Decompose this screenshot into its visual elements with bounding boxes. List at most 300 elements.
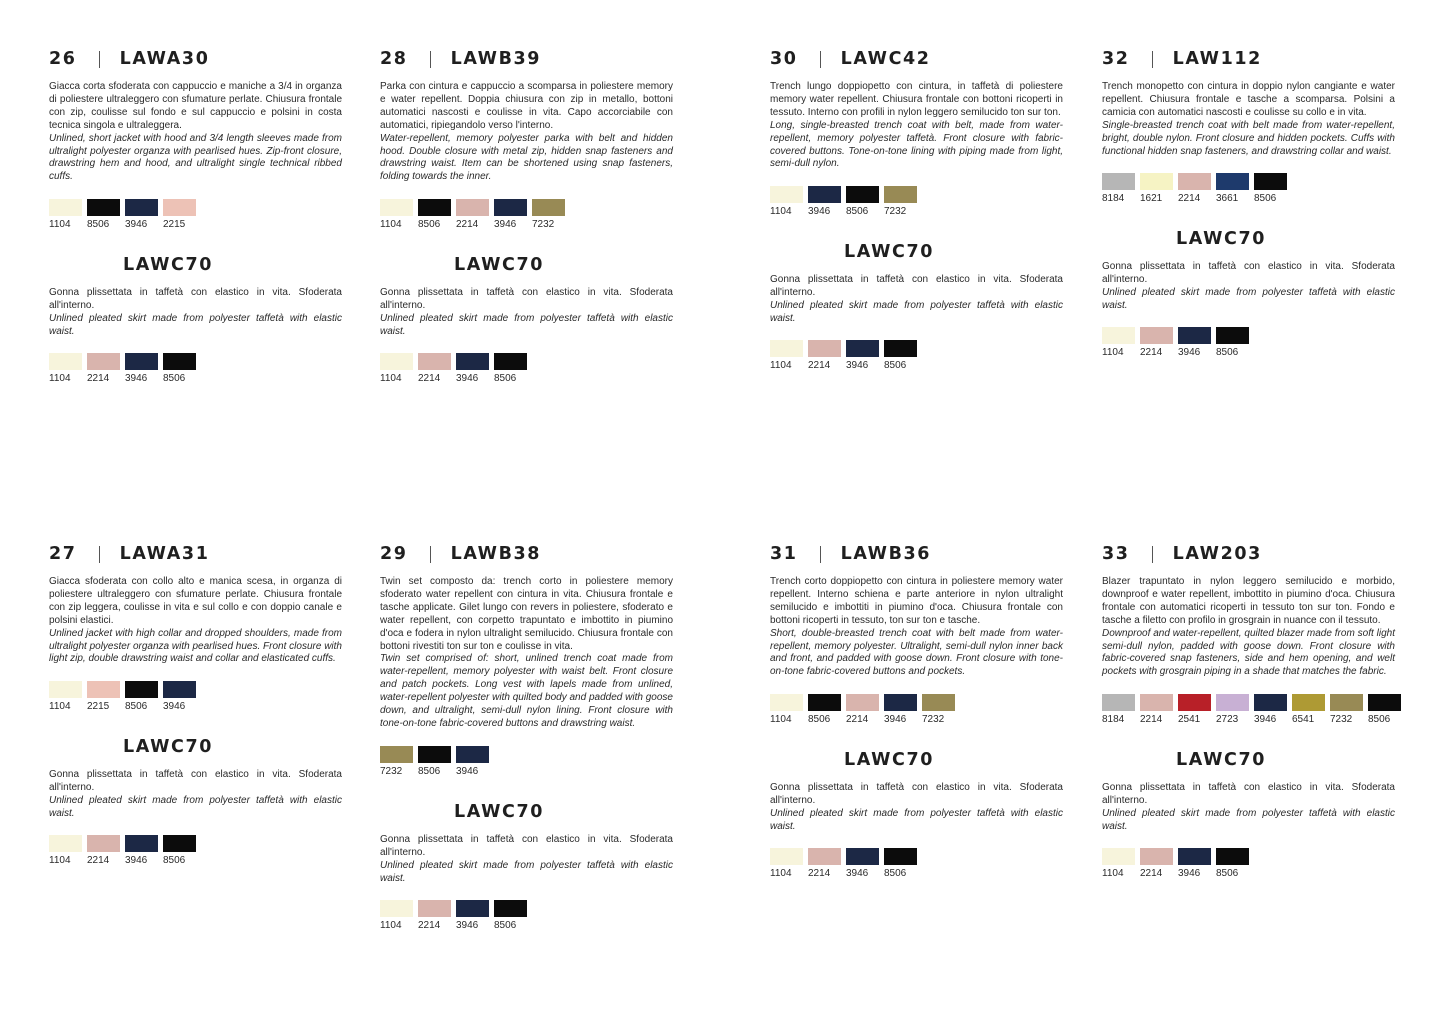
color-code: 7232 — [922, 714, 945, 726]
page-number: 30 — [770, 49, 798, 69]
swatch — [87, 353, 120, 385]
color-chip — [494, 900, 527, 917]
skirt-description-en: Unlined pleated skirt made from polyester taffetà with elastic waist. — [770, 300, 1063, 325]
color-code: 2214 — [456, 219, 479, 231]
color-chip — [808, 694, 841, 711]
swatch — [1178, 173, 1211, 205]
swatch — [770, 694, 803, 726]
color-chip — [87, 835, 120, 852]
swatch — [1216, 848, 1249, 880]
skirt-color-swatches — [49, 353, 342, 385]
color-chip — [884, 848, 917, 865]
color-chip — [1178, 173, 1211, 190]
color-chip — [1140, 173, 1173, 190]
swatch — [125, 681, 158, 713]
page-number: 32 — [1102, 49, 1130, 69]
skirt-color-swatches — [1102, 327, 1395, 359]
skirt-code: LAWC70 — [844, 242, 935, 263]
color-code: 1104 — [1102, 867, 1124, 879]
color-code: 2214 — [846, 714, 869, 726]
color-code: 2214 — [1140, 867, 1163, 879]
color-chip — [125, 681, 158, 698]
color-code: 1104 — [49, 219, 71, 231]
divider — [1152, 51, 1153, 68]
product-header — [380, 47, 673, 71]
skirt-description-it: Gonna plissettata in taffetà con elastico in vita. Sfoderata all'interno. — [1102, 782, 1395, 807]
description-it: Parka con cintura e cappuccio a scomparsa in poliestere memory e water repellent. Doppia chiusura con zip in metallo, bottoni automatici nascosti e coulisse in vita. Capo accorciabile con automatici, ripiegandolo verso l'interno. — [380, 81, 673, 131]
color-chip — [49, 199, 82, 216]
color-chip — [1254, 173, 1287, 190]
swatch — [418, 900, 451, 932]
skirt-description-en: Unlined pleated skirt made from polyester taffetà with elastic waist. — [770, 808, 1063, 832]
color-chip — [494, 199, 527, 216]
color-code: 3946 — [1254, 714, 1277, 726]
color-chip — [884, 694, 917, 711]
product-header — [49, 542, 342, 566]
color-chip — [846, 848, 879, 865]
color-chip — [884, 340, 917, 357]
swatch — [163, 353, 196, 385]
color-code: 8506 — [1216, 867, 1239, 879]
color-code: 1104 — [770, 206, 792, 218]
description-en: Short, double-breasted trench coat with belt made from water-repellent, memory polyester. Ultralight, semi-dull nylon inner back and front, and padded with goose down. Front closure with tone-on-tone fabric-covered buttons and pockets. — [770, 627, 1063, 678]
color-chip — [770, 848, 803, 865]
color-code: 8506 — [418, 765, 441, 777]
color-code: 3946 — [456, 372, 479, 384]
color-chip — [1102, 173, 1135, 190]
color-chip — [125, 199, 158, 216]
color-code: 3946 — [494, 219, 517, 231]
swatch — [1102, 327, 1135, 359]
swatch — [1216, 694, 1249, 726]
color-chip — [1292, 694, 1325, 711]
swatch — [418, 746, 451, 778]
skirt-code: LAWC70 — [123, 737, 214, 758]
color-code: 2214 — [808, 867, 831, 879]
product-code: LAWB38 — [450, 544, 542, 564]
color-chip — [163, 681, 196, 698]
product-block — [380, 47, 673, 385]
swatch — [163, 681, 196, 713]
color-chip — [770, 340, 803, 357]
color-chip — [884, 186, 917, 203]
color-chip — [87, 353, 120, 370]
color-code: 7232 — [884, 206, 907, 218]
product-block — [770, 47, 1063, 372]
color-chip — [1216, 694, 1249, 711]
skirt-description-en: Unlined pleated skirt made from polyester taffetà with elastic waist. — [1102, 808, 1395, 832]
color-chip — [380, 353, 413, 370]
color-code: 3946 — [125, 219, 148, 231]
swatch — [808, 694, 841, 726]
product-code: LAWC42 — [840, 49, 931, 69]
description-it: Blazer trapuntato in nylon leggero semilucido e morbido, downproof e water repellent, imbottito in piumino d'oca. Chiusura frontale con automatici ricoperti in tessuto ton sur ton. Fondo e tasche a filetto con profilo in grosgrain in nuance con il tessuto. — [1102, 576, 1395, 626]
color-chip — [1216, 848, 1249, 865]
color-code: 8506 — [163, 372, 186, 384]
swatch — [922, 694, 955, 726]
color-chip — [456, 353, 489, 370]
color-chip — [87, 681, 120, 698]
color-chip — [380, 746, 413, 763]
color-chip — [494, 353, 527, 370]
skirt-color-swatches — [770, 340, 1063, 372]
color-chip — [380, 199, 413, 216]
color-chip — [922, 694, 955, 711]
skirt-description-it: Gonna plissettata in taffetà con elastico in vita. Sfoderata all'interno. — [1102, 261, 1395, 286]
color-code: 3946 — [125, 854, 148, 866]
color-chip — [770, 186, 803, 203]
product-header — [49, 47, 342, 71]
color-code: 8506 — [808, 714, 831, 726]
product-header — [380, 542, 673, 566]
description-en: Downproof and water-repellent, quilted blazer made from soft light semi-dull nylon, padded with goose down. Front closure with fabric-covered snap fasteners, side and hem opening, and welt pockets with grosgrain piping in a shade that matches the fabric. — [1102, 627, 1395, 678]
product-block — [1102, 542, 1395, 880]
divider — [99, 51, 100, 68]
description-it: Trench lungo doppiopetto con cintura, in taffetà di poliestere memory water repellent. Chiusura frontale con bottoni ricoperti in tessuto. Interno con profili in nylon leggero semilucido ton sur ton. — [770, 81, 1063, 118]
product-header — [770, 47, 1063, 71]
color-chip — [1330, 694, 1363, 711]
swatch — [49, 199, 82, 231]
color-code: 8506 — [1254, 193, 1277, 205]
color-code: 2723 — [1216, 714, 1239, 726]
description-en: Water-repellent, memory polyester parka with belt and hidden hood. Double closure with metal zip, hidden snap fasteners and drawstring waist. Item can be shortened using snap fasteners, folding towards the inner. — [380, 132, 673, 183]
color-chip — [163, 835, 196, 852]
divider — [820, 546, 821, 563]
color-chip — [125, 353, 158, 370]
description-en: Unlined, short jacket with hood and 3/4 length sleeves made from ultralight polyester organza with pearlised hues. Zip-front closure, drawstring hem and hood, and ultralight single technical ribbed cuffs. — [49, 132, 342, 183]
color-code: 2214 — [1178, 193, 1201, 205]
color-chip — [456, 900, 489, 917]
page-number: 33 — [1102, 544, 1130, 564]
product-code: LAW203 — [1172, 544, 1262, 564]
swatch — [770, 848, 803, 880]
skirt-color-swatches — [380, 900, 673, 932]
swatch — [125, 835, 158, 867]
color-code: 8506 — [418, 219, 441, 231]
color-swatches — [770, 186, 1063, 218]
color-code: 8506 — [87, 219, 110, 231]
swatch — [456, 900, 489, 932]
color-code: 8506 — [163, 854, 186, 866]
swatch — [494, 900, 527, 932]
description-it: Trench monopetto con cintura in doppio nylon cangiante e water repellent. Chiusura frontale e tasche a scomparsa. Polsini a camicia con automatici nascosti e coulisse su collo e in vita. — [1102, 81, 1395, 118]
color-chip — [846, 694, 879, 711]
divider — [99, 546, 100, 563]
swatch — [494, 199, 527, 231]
skirt-code: LAWC70 — [454, 801, 545, 822]
product-code: LAWB39 — [450, 49, 542, 69]
swatch — [1178, 694, 1211, 726]
color-code: 1104 — [770, 359, 792, 371]
color-code: 1104 — [380, 219, 402, 231]
skirt-description-it: Gonna plissettata in taffetà con elastico in vita. Sfoderata all'interno. — [380, 833, 673, 858]
color-code: 1104 — [1102, 347, 1124, 359]
color-chip — [1178, 327, 1211, 344]
swatch — [846, 186, 879, 218]
color-chip — [1140, 327, 1173, 344]
product-header — [1102, 47, 1395, 71]
skirt-description-en: Unlined pleated skirt made from polyester taffetà with elastic waist. — [49, 313, 342, 337]
color-chip — [87, 199, 120, 216]
color-chip — [1178, 848, 1211, 865]
product-code: LAWA31 — [119, 544, 210, 564]
color-chip — [163, 199, 196, 216]
color-chip — [1216, 173, 1249, 190]
swatch — [418, 353, 451, 385]
divider — [430, 546, 431, 563]
description-en: Twin set comprised of: short, unlined trench coat made from water-repellent, memory polyester with waist belt. Front closure and patch pockets. Long vest with lapels made from unlined, water-repellent polyester with quilted body and padded with goose down, and ultralight, semi-dull nylon lining. Front closure with tone-on-tone fabric-covered buttons and drawstring waist. — [380, 653, 673, 729]
description-it: Giacca sfoderata con collo alto e manica scesa, in organza di poliestere ultraleggero con sfumature perlate. Chiusura frontale con zip leggera, coulisse in vita e sul collo e con doppio canale e polsini elastici. — [49, 576, 342, 626]
swatch — [1368, 694, 1401, 726]
swatch — [770, 340, 803, 372]
color-chip — [163, 353, 196, 370]
page-number: 27 — [49, 544, 77, 564]
color-code: 8506 — [494, 372, 517, 384]
swatch — [884, 848, 917, 880]
swatch — [532, 199, 565, 231]
color-swatches — [770, 694, 1063, 726]
color-code: 1104 — [380, 919, 402, 931]
color-code: 8184 — [1102, 714, 1125, 726]
color-code: 3946 — [163, 701, 186, 713]
swatch — [87, 835, 120, 867]
swatch — [1102, 848, 1135, 880]
swatch — [808, 340, 841, 372]
swatch — [380, 199, 413, 231]
page-number: 31 — [770, 544, 798, 564]
swatch — [770, 186, 803, 218]
color-code: 2215 — [87, 701, 110, 713]
skirt-color-swatches — [49, 835, 342, 867]
swatch — [1178, 848, 1211, 880]
skirt-color-swatches — [1102, 848, 1395, 880]
color-chip — [49, 835, 82, 852]
swatch — [1292, 694, 1325, 726]
color-code: 1104 — [770, 714, 792, 726]
skirt-description-it: Gonna plissettata in taffetà con elastico in vita. Sfoderata all'interno. — [380, 287, 673, 312]
page-number: 26 — [49, 49, 77, 69]
color-swatches — [380, 746, 673, 778]
color-code: 2214 — [418, 919, 441, 931]
product-block — [380, 542, 673, 932]
color-chip — [418, 746, 451, 763]
description-it: Twin set composto da: trench corto in poliestere memory sfoderato water repellent con cintura in vita. Chiusura frontale e tasche applicate. Gilet lungo con revers in poliestere, sfoderato e water repellent, con corpetto trapuntato e imbottito in piumino d'oca e fodera in nylon ultralight semilucido. Chiusura frontale con bottoni rivestiti ton sur ton e coulisse in vita. — [380, 576, 673, 652]
skirt-description-en: Unlined pleated skirt made from polyester taffetà with elastic waist. — [49, 795, 342, 820]
swatch — [1140, 327, 1173, 359]
description-en: Long, single-breasted trench coat with belt, made from water-repellent, memory polyester taffetà. Front closure with fabric-covered buttons. Tone-on-tone lining with piping made from light, semi-dull nylon. — [770, 119, 1063, 170]
color-chip — [1178, 694, 1211, 711]
swatch — [380, 746, 413, 778]
color-code: 3946 — [1178, 867, 1201, 879]
color-chip — [846, 186, 879, 203]
color-code: 3946 — [1178, 347, 1201, 359]
skirt-description-it: Gonna plissettata in taffetà con elastico in vita. Sfoderata all'interno. — [770, 782, 1063, 807]
color-chip — [1102, 848, 1135, 865]
color-chip — [418, 199, 451, 216]
color-swatches — [49, 199, 342, 231]
color-code: 3946 — [808, 206, 831, 218]
color-chip — [770, 694, 803, 711]
description-en: Single-breasted trench coat with belt made from water-repellent, bright, double nylon. Front closure and hidden pockets. Cuffs with functional hidden snap fasteners, and drawstring collar and waist. — [1102, 119, 1395, 157]
swatch — [456, 353, 489, 385]
swatch — [87, 199, 120, 231]
color-code: 1621 — [1140, 193, 1163, 205]
color-code: 3946 — [456, 765, 479, 777]
swatch — [1330, 694, 1363, 726]
color-code: 2214 — [1140, 714, 1163, 726]
swatch — [1140, 173, 1173, 205]
color-code: 1104 — [49, 701, 71, 713]
skirt-description-it: Gonna plissettata in taffetà con elastico in vita. Sfoderata all'interno. — [49, 287, 342, 312]
description-en: Unlined jacket with high collar and dropped shoulders, made from ultralight polyester organza with pearlised hues. Front closure with light zip, double drawstring waist and collar and elasticated cuffs. — [49, 627, 342, 665]
color-chip — [1102, 694, 1135, 711]
product-block — [1102, 47, 1395, 359]
color-chip — [1254, 694, 1287, 711]
product-block — [770, 542, 1063, 880]
color-chip — [1368, 694, 1401, 711]
color-code: 1104 — [49, 854, 71, 866]
swatch — [1254, 173, 1287, 205]
skirt-description-en: Unlined pleated skirt made from polyester taffetà with elastic waist. — [380, 313, 673, 337]
color-code: 2214 — [87, 372, 110, 384]
color-code: 8506 — [884, 867, 907, 879]
swatch — [380, 353, 413, 385]
color-swatches — [1102, 173, 1395, 205]
color-chip — [49, 681, 82, 698]
swatch — [125, 199, 158, 231]
description-it: Giacca corta sfoderata con cappuccio e maniche a 3/4 in organza di poliestere ultraleggero con sfumature perlate. Chiusura frontale con zip, coulisse sul fondo e sul cappuccio e polsini in costa tecnica singola e ultraleggera. — [49, 81, 342, 131]
color-code: 2214 — [87, 854, 110, 866]
swatch — [846, 848, 879, 880]
swatch — [846, 694, 879, 726]
color-chip — [418, 353, 451, 370]
color-code: 8506 — [1368, 714, 1391, 726]
color-code: 7232 — [1330, 714, 1353, 726]
swatch — [1102, 694, 1135, 726]
color-code: 3946 — [846, 359, 869, 371]
color-code: 3946 — [884, 714, 907, 726]
swatch — [846, 340, 879, 372]
color-code: 8506 — [884, 359, 907, 371]
color-code: 2214 — [1140, 347, 1163, 359]
swatch — [125, 353, 158, 385]
color-chip — [532, 199, 565, 216]
divider — [1152, 546, 1153, 563]
product-block — [49, 542, 342, 867]
color-code: 3946 — [846, 867, 869, 879]
swatch — [884, 694, 917, 726]
product-header — [770, 542, 1063, 566]
swatch — [1254, 694, 1287, 726]
skirt-code: LAWC70 — [844, 750, 935, 771]
swatch — [1140, 694, 1173, 726]
color-code: 7232 — [532, 219, 555, 231]
skirt-code: LAWC70 — [1176, 229, 1267, 250]
swatch — [1178, 327, 1211, 359]
color-code: 8506 — [1216, 347, 1239, 359]
skirt-code: LAWC70 — [1176, 750, 1267, 771]
swatch — [49, 835, 82, 867]
color-code: 7232 — [380, 765, 403, 777]
color-code: 6541 — [1292, 714, 1315, 726]
swatch — [494, 353, 527, 385]
swatch — [1216, 173, 1249, 205]
swatch — [456, 746, 489, 778]
skirt-code: LAWC70 — [454, 255, 545, 276]
color-chip — [1140, 848, 1173, 865]
swatch — [1216, 327, 1249, 359]
color-code: 1104 — [49, 372, 71, 384]
divider — [820, 51, 821, 68]
swatch — [380, 900, 413, 932]
color-code: 3946 — [125, 372, 148, 384]
color-code: 8506 — [846, 206, 869, 218]
color-code: 3946 — [456, 919, 479, 931]
color-chip — [1140, 694, 1173, 711]
color-code: 3661 — [1216, 193, 1239, 205]
color-chip — [456, 199, 489, 216]
swatch — [884, 186, 917, 218]
swatch — [884, 340, 917, 372]
color-chip — [1216, 327, 1249, 344]
color-chip — [125, 835, 158, 852]
swatch — [87, 681, 120, 713]
product-code: LAWA30 — [119, 49, 210, 69]
color-code: 2214 — [808, 359, 831, 371]
color-chip — [808, 848, 841, 865]
product-code: LAWB36 — [840, 544, 932, 564]
swatch — [49, 353, 82, 385]
color-swatches — [380, 199, 673, 231]
color-code: 1104 — [380, 372, 402, 384]
color-chip — [808, 186, 841, 203]
color-chip — [456, 746, 489, 763]
product-block — [49, 47, 342, 385]
color-chip — [418, 900, 451, 917]
color-swatches — [49, 681, 342, 713]
skirt-color-swatches — [770, 848, 1063, 880]
color-code: 8506 — [494, 919, 517, 931]
color-code: 2215 — [163, 219, 186, 231]
skirt-description-en: Unlined pleated skirt made from polyester taffetà with elastic waist. — [380, 859, 673, 884]
color-chip — [49, 353, 82, 370]
color-code: 8506 — [125, 701, 148, 713]
swatch — [808, 186, 841, 218]
swatch — [49, 681, 82, 713]
skirt-code: LAWC70 — [123, 255, 214, 276]
skirt-description-it: Gonna plissettata in taffetà con elastico in vita. Sfoderata all'interno. — [770, 274, 1063, 299]
page-number: 29 — [380, 544, 408, 564]
swatch — [456, 199, 489, 231]
color-chip — [380, 900, 413, 917]
color-chip — [808, 340, 841, 357]
divider — [430, 51, 431, 68]
product-code: LAW112 — [1172, 49, 1262, 69]
skirt-description-it: Gonna plissettata in taffetà con elastico in vita. Sfoderata all'interno. — [49, 769, 342, 794]
color-chip — [846, 340, 879, 357]
swatch — [1140, 848, 1173, 880]
swatch — [1102, 173, 1135, 205]
page-number: 28 — [380, 49, 408, 69]
color-code: 2214 — [418, 372, 441, 384]
description-it: Trench corto doppiopetto con cintura in poliestere memory water repellent. Interno schiena e parte anteriore in nylon ultralight semilucido e imbottiti in piumino d'oca. Chiusura frontale con bottoni ricoperti in tessuto, ton sur ton e tasche. — [770, 576, 1063, 626]
color-code: 8184 — [1102, 193, 1125, 205]
color-chip — [1102, 327, 1135, 344]
swatch — [808, 848, 841, 880]
skirt-description-en: Unlined pleated skirt made from polyester taffetà with elastic waist. — [1102, 287, 1395, 312]
color-code: 1104 — [770, 867, 792, 879]
product-header — [1102, 542, 1395, 566]
